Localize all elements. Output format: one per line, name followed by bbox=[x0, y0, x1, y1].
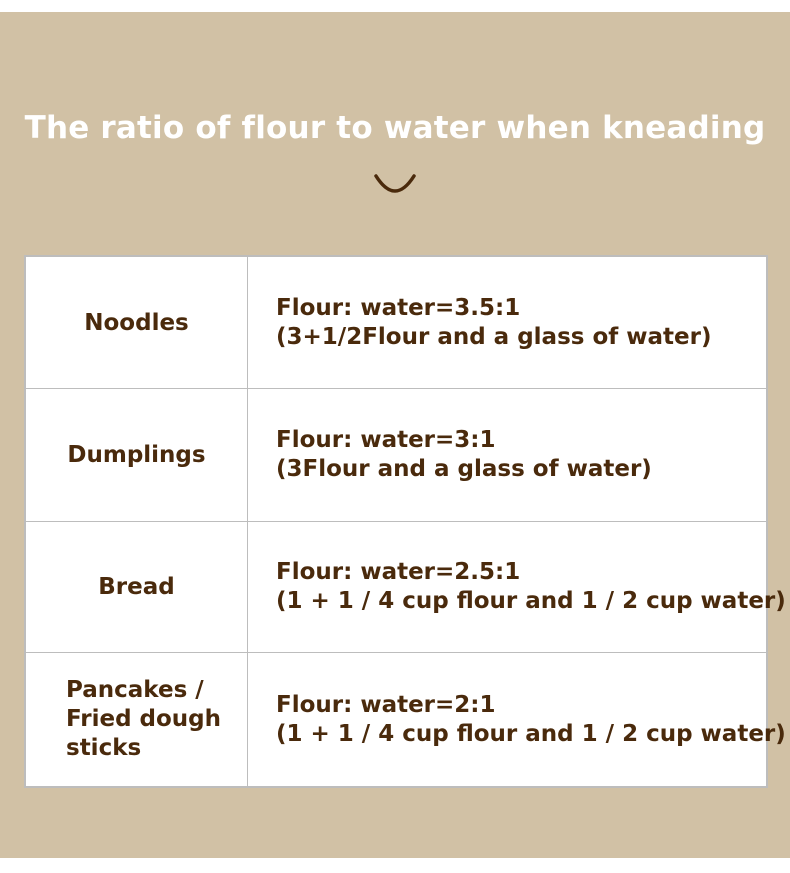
row-category bbox=[26, 257, 248, 388]
ratio-table bbox=[24, 255, 786, 788]
amount-text: (3+1/2Flour and a glass of water) bbox=[276, 323, 712, 350]
row-category bbox=[26, 653, 248, 786]
row-description bbox=[276, 257, 756, 388]
row-description bbox=[276, 522, 786, 652]
row-description bbox=[276, 653, 786, 786]
curve-divider-icon bbox=[373, 170, 417, 198]
category-label-line: sticks bbox=[66, 735, 142, 761]
ratio-text: Flour: water=2:1 bbox=[276, 691, 496, 718]
ratio-text: Flour: water=2.5:1 bbox=[276, 559, 521, 585]
amount-text: (3Flour and a glass of water) bbox=[276, 456, 652, 482]
category-label-line: Fried dough bbox=[66, 706, 222, 732]
category-label: Bread bbox=[98, 574, 175, 600]
ratio-text: Flour: water=3:1 bbox=[276, 427, 496, 453]
row-category bbox=[26, 522, 248, 652]
row-category bbox=[26, 389, 248, 521]
amount-text: (1 + 1 / 4 cup flour and 1 / 2 cup water) bbox=[276, 588, 786, 614]
ratio-text: Flour: water=3.5:1 bbox=[276, 294, 521, 321]
table-row-bread bbox=[26, 522, 786, 653]
table-row-dumplings bbox=[26, 389, 766, 522]
category-label-line: Pancakes / bbox=[66, 677, 204, 703]
table-row-noodles bbox=[26, 257, 766, 389]
page-title: The ratio of flour to water when kneading bbox=[24, 110, 766, 146]
row-description bbox=[276, 389, 756, 521]
amount-text: (1 + 1 / 4 cup flour and 1 / 2 cup water) bbox=[276, 720, 786, 747]
table-row-pancakes bbox=[26, 653, 786, 786]
category-label: Dumplings bbox=[67, 442, 206, 468]
category-label: Noodles bbox=[84, 309, 189, 336]
